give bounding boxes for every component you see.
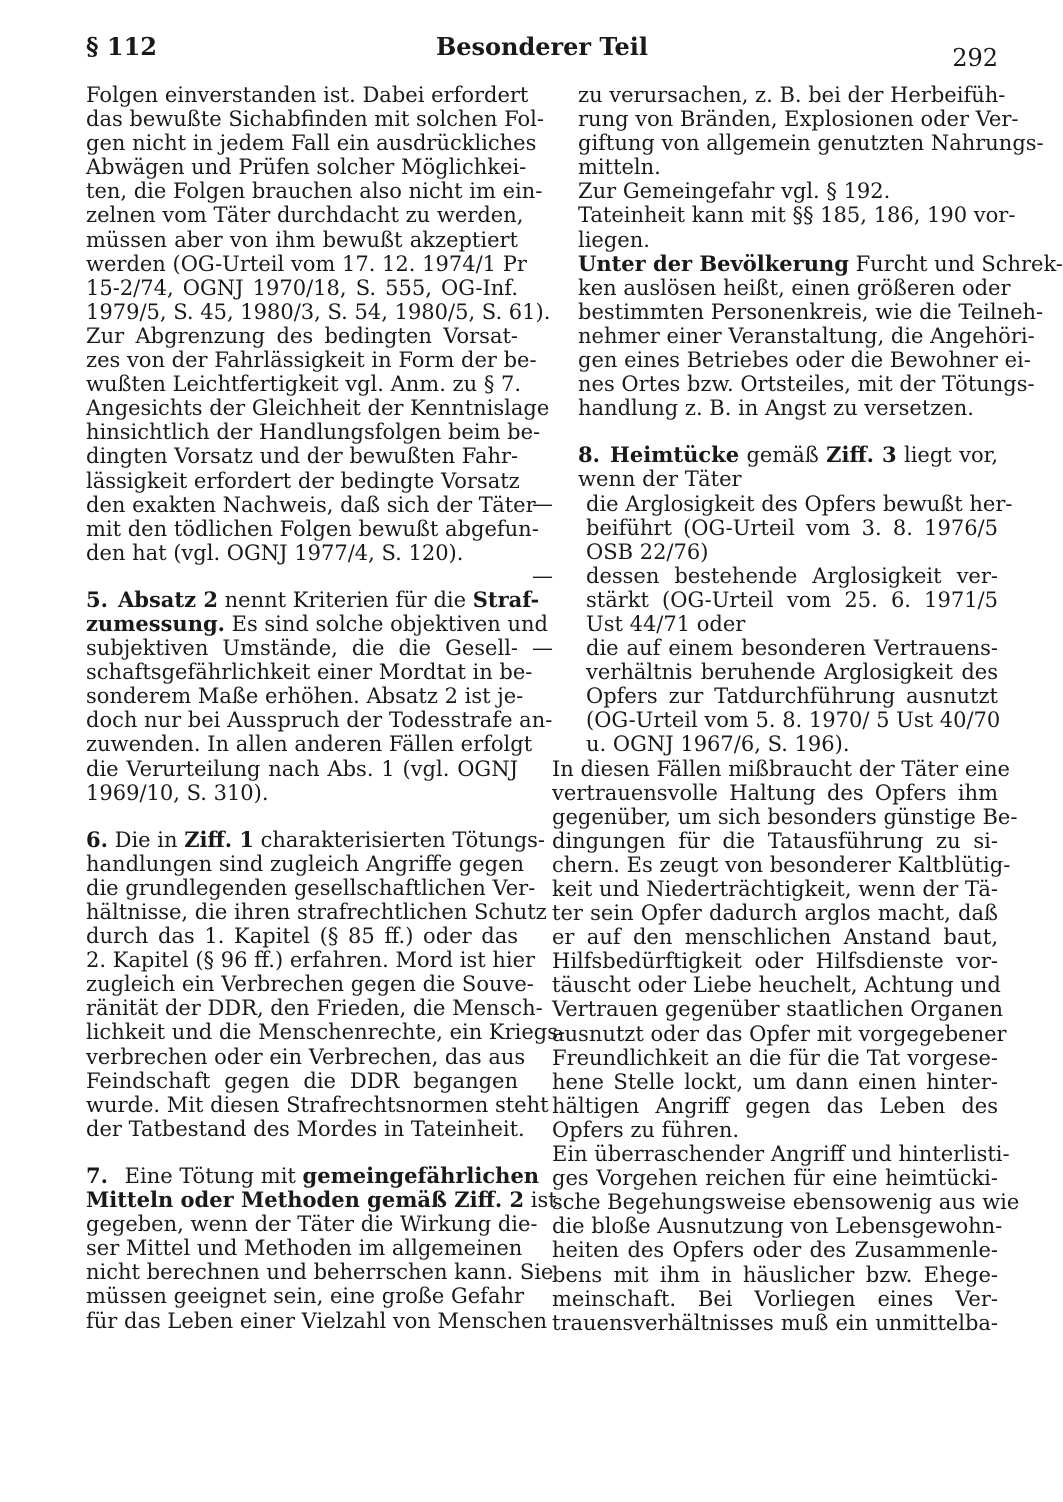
text-line: stärkt (OG-Urteil vom 25. 6. 1971/5 bbox=[586, 587, 998, 612]
text-line: Opfers zu führen. bbox=[552, 1117, 740, 1142]
text-line: liegen. bbox=[578, 227, 650, 252]
text-line: OSB 22/76) bbox=[586, 539, 709, 564]
text-line: die Verurteilung nach Abs. 1 (vgl. OGNJ bbox=[86, 756, 518, 781]
dash-marker: — bbox=[532, 491, 553, 516]
text-line: wurde. Mit diesen Strafrechtsnormen steht bbox=[86, 1092, 549, 1117]
text-line: zes von der Fahrlässigkeit in Form der be- bbox=[86, 348, 537, 373]
text-line: keit und Niederträchtigkeit, wenn der Tä- bbox=[552, 877, 998, 901]
paragraph-number: 5. bbox=[86, 586, 108, 612]
left-column bbox=[86, 83, 566, 1333]
text-line: ränität der DDR, den Frieden, die Mensch- bbox=[86, 996, 543, 1021]
text-line: zu verursachen, z. B. bei der Herbeifüh- bbox=[578, 83, 1006, 107]
text-line: ter sein Opfer dadurch arglos macht, daß bbox=[552, 901, 998, 926]
text-line: Unter der Bevölkerung Furcht und Schrek- bbox=[578, 250, 1063, 276]
text-line: zugleich ein Verbrechen gegen die Souve- bbox=[86, 972, 534, 997]
text-line: gegenüber, um sich besonders günstige Be- bbox=[552, 804, 1018, 829]
text-line: bestimmten Personenkreis, wie die Teilneh- bbox=[578, 299, 1044, 324]
text-line: hältnisse, die ihren strafrechtlichen Schutz bbox=[86, 900, 547, 924]
section-number: § 112 bbox=[86, 32, 158, 61]
text-line: Abwägen und Prüfen solcher Möglichkei- bbox=[86, 155, 527, 180]
text-line: hinsichtlich der Handlungsfolgen beim be- bbox=[86, 420, 541, 445]
text-line: 6. Die in Ziff. 1 charakterisierten Tötungs- bbox=[86, 826, 546, 852]
text-line: hene Stelle lockt, um dann einen hinter- bbox=[552, 1069, 998, 1094]
text-line: beiführt (OG-Urteil vom 3. 8. 1976/5 bbox=[586, 515, 998, 540]
text-line: Freundlichkeit an die für die Tat vorgese- bbox=[552, 1045, 998, 1070]
text-line: müssen geeignet sein, eine große Gefahr bbox=[86, 1284, 525, 1309]
paragraph-5 bbox=[86, 586, 553, 805]
text-line: Vertrauen gegenüber staatlichen Organen bbox=[552, 997, 1003, 1022]
text-line: subjektiven Umstände, die die Gesell- bbox=[86, 636, 518, 661]
text-line: die grundlegenden gesellschaftlichen Ver- bbox=[86, 875, 536, 900]
dash-marker: — bbox=[532, 636, 553, 661]
text-line: ten, die Folgen brauchen also nicht im ein- bbox=[86, 179, 543, 204]
paragraph-7 bbox=[86, 1162, 557, 1333]
text-line: Ust 44/71 oder bbox=[586, 611, 746, 636]
text-line: mit den tödlichen Folgen bewußt abgefun- bbox=[86, 516, 539, 541]
page-header bbox=[86, 32, 998, 72]
text-line: ausnutzt oder das Opfer mit vorgegebener bbox=[552, 1021, 1007, 1046]
text-line: Angesichts der Gleichheit der Kenntnislage bbox=[86, 396, 550, 421]
text-line: zumessung. Es sind solche objektiven und bbox=[86, 610, 548, 636]
text-line: Hilfsbedürftigkeit oder Hilfsdienste vor- bbox=[552, 949, 998, 974]
text-line: täuscht oder Liebe heuchelt, Achtung und bbox=[552, 973, 1001, 998]
text-line: hältigen Angriff gegen das Leben des bbox=[552, 1093, 998, 1118]
text-line: u. OGNJ 1967/6, S. 196). bbox=[586, 732, 850, 757]
text-line: gegeben, wenn der Täter die Wirkung die- bbox=[86, 1212, 538, 1237]
text-line: die Arglosigkeit des Opfers bewußt her- bbox=[586, 491, 1013, 516]
text-line: verbrechen oder ein Verbrechen, das aus bbox=[86, 1044, 526, 1069]
paragraph-8 bbox=[532, 442, 1020, 1335]
text-line: wußten Leichtfertigkeit vgl. Anm. zu § 7. bbox=[86, 372, 522, 397]
text-line: (OG-Urteil vom 5. 8. 1970/ 5 Ust 40/70 bbox=[586, 708, 1001, 733]
text-line: schaftsgefährlichkeit einer Mordtat in be- bbox=[86, 660, 533, 685]
text-line: der Tatbestand des Mordes in Tateinheit. bbox=[86, 1116, 525, 1141]
text-line: ges Vorgehen reichen für eine heimtücki- bbox=[552, 1166, 998, 1191]
text-line: 5. Absatz 2 nennt Kriterien für die Straf- bbox=[86, 586, 540, 612]
text-line: doch nur bei Ausspruch der Todesstrafe an- bbox=[86, 708, 553, 733]
text-line: müssen aber von ihm bewußt akzeptiert bbox=[86, 227, 518, 252]
paragraph-7-continuation bbox=[552, 83, 1044, 252]
text-line: sonderem Maße erhöhen. Absatz 2 ist je- bbox=[86, 684, 524, 709]
dash-marker: — bbox=[532, 563, 553, 588]
text-line: meinschaft. Bei Vorliegen eines Ver- bbox=[552, 1286, 998, 1311]
text-line: vertrauensvolle Haltung des Opfers ihm bbox=[552, 780, 998, 805]
text-line: die bloße Ausnutzung von Lebensgewohn- bbox=[552, 1214, 1003, 1239]
text-line: ken auslösen heißt, einen größeren oder bbox=[578, 275, 1011, 300]
page-number: 292 bbox=[952, 44, 998, 72]
text-line: sche Begehungsweise ebensowenig aus wie bbox=[552, 1190, 1020, 1215]
text-line: Zur Gemeingefahr vgl. § 192. bbox=[578, 179, 891, 204]
text-line: für das Leben einer Vielzahl von Menschen bbox=[86, 1308, 548, 1333]
text-line: Tateinheit kann mit §§ 185, 186, 190 vor- bbox=[578, 203, 1016, 228]
text-line: zelnen vom Täter durchdacht zu werden, bbox=[86, 203, 524, 228]
text-line: Zur Abgrenzung des bedingten Vorsat- bbox=[86, 323, 518, 348]
page-title: Besonderer Teil bbox=[435, 32, 649, 61]
text-line: handlung z. B. in Angst zu versetzen. bbox=[578, 396, 974, 421]
text-line: werden (OG-Urteil vom 17. 12. 1974/1 Pr bbox=[86, 251, 527, 276]
text-line: 1979/5, S. 45, 1980/3, S. 54, 1980/5, S. 61). bbox=[86, 299, 551, 324]
list-item bbox=[532, 636, 1001, 757]
text-line: gen eines Betriebes oder die Bewohner ei- bbox=[578, 348, 1031, 373]
text-line: den hat (vgl. OGNJ 1977/4, S. 120). bbox=[86, 540, 464, 565]
text-line: den exakten Nachweis, daß sich der Täter bbox=[86, 492, 536, 517]
right-column bbox=[532, 83, 1063, 1335]
text-line: zuwenden. In allen anderen Fällen erfolgt bbox=[86, 732, 533, 757]
text-line: durch das 1. Kapitel (§ 85 ff.) oder das bbox=[86, 924, 518, 949]
text-line: nes Ortes bzw. Ortsteiles, mit der Tötungs- bbox=[578, 372, 1035, 397]
text-line: das bewußte Sichabfinden mit solchen Fol- bbox=[86, 107, 544, 132]
text-line: 8. Heimtücke gemäß Ziff. 3 liegt vor, bbox=[578, 442, 998, 468]
text-line: Mitteln oder Methoden gemäß Ziff. 2 ist bbox=[86, 1187, 557, 1213]
text-line: mitteln. bbox=[578, 155, 661, 180]
text-line: 2. Kapitel (§ 96 ff.) erfahren. Mord ist hier bbox=[86, 948, 536, 973]
paragraph-6 bbox=[86, 826, 566, 1141]
text-line: trauensverhältnisses muß ein unmittelba- bbox=[552, 1310, 998, 1335]
paragraph-continuation bbox=[86, 83, 551, 565]
text-line: er auf den menschlichen Anstand baut, bbox=[552, 925, 998, 950]
text-line: rung von Bränden, Explosionen oder Ver- bbox=[578, 107, 1019, 132]
list-item bbox=[532, 563, 998, 636]
list-item bbox=[532, 491, 1013, 564]
text-line: gen nicht in jedem Fall ein ausdrückliches bbox=[86, 131, 537, 156]
text-line: bens mit ihm in häuslicher bzw. Ehege- bbox=[552, 1262, 998, 1287]
text-line: chern. Es zeugt von besonderer Kaltblütig- bbox=[552, 852, 1011, 877]
text-line: ser Mittel und Methoden im allgemeinen bbox=[86, 1236, 523, 1261]
text-line: dingten Vorsatz und der bewußten Fahr- bbox=[86, 444, 519, 469]
text-line: nicht berechnen und beherrschen kann. Sie bbox=[86, 1260, 554, 1285]
text-line: wenn der Täter bbox=[578, 467, 742, 492]
text-line: lässigkeit erfordert der bedingte Vorsatz bbox=[86, 468, 520, 493]
text-line: heiten des Opfers oder des Zusammenle- bbox=[552, 1238, 998, 1263]
text-line: 7. Eine Tötung mit gemeingefährlichen bbox=[86, 1162, 540, 1188]
text-line: dingungen für die Tatausführung zu si- bbox=[552, 828, 998, 853]
text-line: giftung von allgemein genutzten Nahrungs- bbox=[578, 131, 1044, 156]
text-line: nehmer einer Veranstaltung, die Angehöri- bbox=[578, 323, 1035, 348]
paragraph-number: 7. bbox=[86, 1162, 108, 1188]
paragraph-bevoelkerung bbox=[552, 250, 1063, 421]
paragraph-number: 8. bbox=[578, 442, 600, 468]
text-line: handlungen sind zugleich Angriffe gegen bbox=[86, 851, 525, 876]
text-line: Folgen einverstanden ist. Dabei erfordert bbox=[86, 83, 529, 107]
text-line: lichkeit und die Menschenrechte, ein Kriegs- bbox=[86, 1020, 566, 1045]
text-line: Ein überraschender Angriff und hinterlisti- bbox=[552, 1142, 1010, 1167]
text-line: 1969/10, S. 310). bbox=[86, 780, 269, 805]
text-line: verhältnis beruhende Arglosigkeit des bbox=[586, 660, 998, 685]
text-line: In diesen Fällen mißbraucht der Täter eine bbox=[552, 756, 1010, 781]
text-line: dessen bestehende Arglosigkeit ver- bbox=[586, 563, 998, 588]
text-line: Opfers zur Tatdurchführung ausnutzt bbox=[586, 684, 998, 709]
text-line: die auf einem besonderen Vertrauens- bbox=[586, 636, 998, 661]
text-line: 15-2/74, OGNJ 1970/18, S. 555, OG-Inf. bbox=[86, 275, 518, 300]
text-line: Feindschaft gegen die DDR begangen bbox=[86, 1068, 518, 1093]
